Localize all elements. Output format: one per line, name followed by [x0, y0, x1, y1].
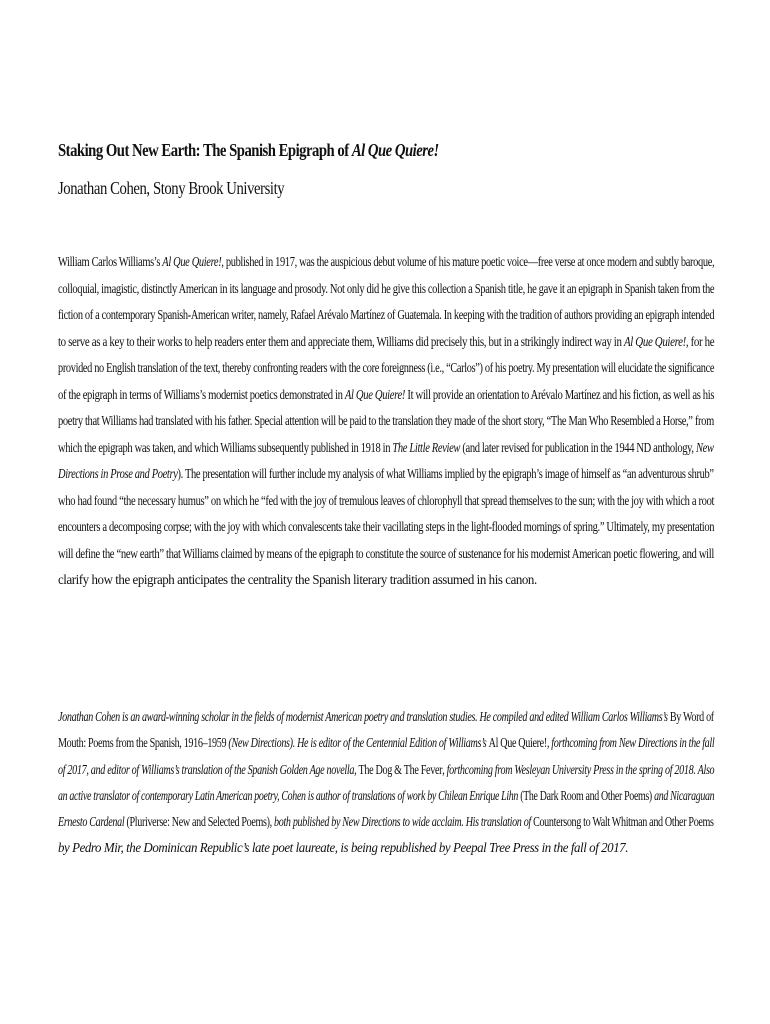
bio-line: [58, 704, 714, 730]
abstract-line: [58, 514, 715, 541]
text-run: encounters a decomposing corpse; with the joy with which convalescents take their vacillating steps in the light-flooded mornings of spring.” Ultimately, my presentation: [58, 519, 715, 534]
abstract-line: [58, 355, 715, 382]
text-run: Mouth: Poems from the Spanish, 1916–1959: [58, 735, 229, 751]
text-run: (Pluriverse: New and Selected Poems): [126, 814, 270, 830]
bio-line: [58, 809, 714, 835]
text-run: of the epigraph in terms of Williams’s modernist poetics demonstrated in: [58, 386, 345, 402]
abstract-line: [58, 249, 715, 276]
abstract-line: [58, 541, 714, 568]
text-run: William Carlos Williams’s: [58, 254, 163, 269]
text-run: which the epigraph was taken, and which Williams subsequently published in 1918 in: [58, 439, 393, 455]
italic-text: Directions in Prose and Poetry: [58, 466, 178, 481]
abstract-line: [58, 461, 714, 488]
italic-text: Jonathan Cohen is an award-winning scholar in the fields of modernist American poetry and translation studies. He compiled and edited William Carlos Williams’s: [58, 709, 670, 724]
text-run: fiction of a contemporary Spanish-American writer, namely, Rafael Arévalo Martínez of Guatemala. In keeping with the tradition of authors providing an epigraph intended: [58, 307, 715, 322]
text-run: , for he: [685, 333, 715, 349]
text-run: (and later revised for publication in the 1944 ND anthology,: [460, 439, 696, 455]
document-title: [58, 140, 612, 161]
bio-line: [58, 757, 715, 783]
text-run: Al Que Quiere!: [488, 735, 547, 751]
italic-text: , both published by New Directions to wide acclaim. His translation of: [269, 814, 534, 830]
bio-line: [58, 783, 715, 809]
abstract-paragraph: [58, 249, 714, 594]
text-run: By Word of: [669, 709, 714, 724]
abstract-line: [58, 488, 715, 515]
text-run: will define the “new earth” that Williams claimed by means of the epigraph to constitute the source of sustenance for his modernist American poetic flowering, and will: [58, 545, 714, 561]
italic-text: Al Que Quiere!: [344, 386, 406, 402]
abstract-line: [58, 408, 714, 435]
title-text: Staking Out New Earth: The Spanish Epigraph of: [58, 140, 352, 160]
author-affiliation: Jonathan Cohen, Stony Brook University: [58, 178, 285, 198]
text-run: (The Dark Room and Other Poems): [520, 787, 652, 803]
bio-line: [58, 835, 681, 861]
title-italic-text: Al Que Quiere!: [351, 140, 439, 160]
italic-text: , forthcoming from New Directions in the fall: [546, 735, 715, 751]
abstract-line: [58, 276, 715, 303]
italic-text: of 2017, and editor of Williams’s translation of the Spanish Golden Age novella,: [58, 761, 359, 777]
abstract-line: [58, 567, 681, 594]
italic-text: New: [695, 439, 714, 455]
text-run: who had found “the necessary humus” on which he “fed with the joy of tremulous leaves of chlorophyll that spread themselves to the sun; with the joy with which a root: [58, 492, 715, 508]
italic-text: Al Que Quiere!: [162, 254, 222, 269]
italic-text: Al Que Quiere!: [623, 333, 686, 349]
italic-text: Ernesto Cardenal: [58, 814, 127, 830]
italic-text: by Pedro Mir, the Dominican Republic’s late poet laureate, is being republished by Peepal Tree Press in the fall of 2017.: [58, 840, 629, 856]
text-run: , published in 1917, was the auspicious debut volume of his mature poetic voice—free verse at once modern and subtly baroque,: [221, 254, 715, 269]
abstract-line: [58, 329, 715, 356]
italic-text: , forthcoming from Wesleyan University Press in the spring of 2018. Also: [442, 761, 715, 777]
text-run: provided no English translation of the text, thereby confronting readers with the core foreignness (i.e., “Carlos”) of his poetry. My presentation will elucidate the significance: [58, 360, 715, 375]
italic-text: (New Directions). He is editor of the Centennial Edition of Williams’s: [228, 735, 489, 751]
author-bio-paragraph: [58, 704, 714, 862]
text-run: Countersong to Walt Whitman and Other Poems: [533, 814, 714, 830]
italic-text: and Nicaraguan: [651, 787, 715, 803]
text-run: The Dog & The Fever: [358, 761, 443, 777]
bio-line: [58, 730, 715, 756]
abstract-line: [58, 302, 715, 329]
italic-text: an active translator of contemporary Latin American poetry, Cohen is author of translations of work by Chilean Enrique Lihn: [58, 787, 521, 803]
text-run: colloquial, imagistic, distinctly American in its language and prosody. Not only did he give this collection a Spanish title, he gave it an epigraph in Spanish taken from the: [58, 280, 715, 296]
text-run: poetry that Williams had translated with his father. Special attention will be paid to the translation they made of the short story, “The Man Who Resembled a Horse,” from: [58, 413, 714, 428]
italic-text: The Little Review: [392, 439, 461, 455]
text-run: clarify how the epigraph anticipates the centrality the Spanish literary tradition assumed in his canon.: [58, 572, 537, 587]
text-run: ). The presentation will further include my analysis of what Williams implied by the epigraph’s image of himself as “an adventurous shrub”: [177, 466, 714, 481]
abstract-line: [58, 382, 715, 409]
text-run: to serve as a key to their works to help readers enter them and appreciate them, Williams did precisely this, but in a strikingly indirect way in: [58, 333, 624, 349]
text-run: It will provide an orientation to Arévalo Martínez and his fiction, as well as his: [405, 386, 715, 402]
abstract-line: [58, 435, 714, 462]
